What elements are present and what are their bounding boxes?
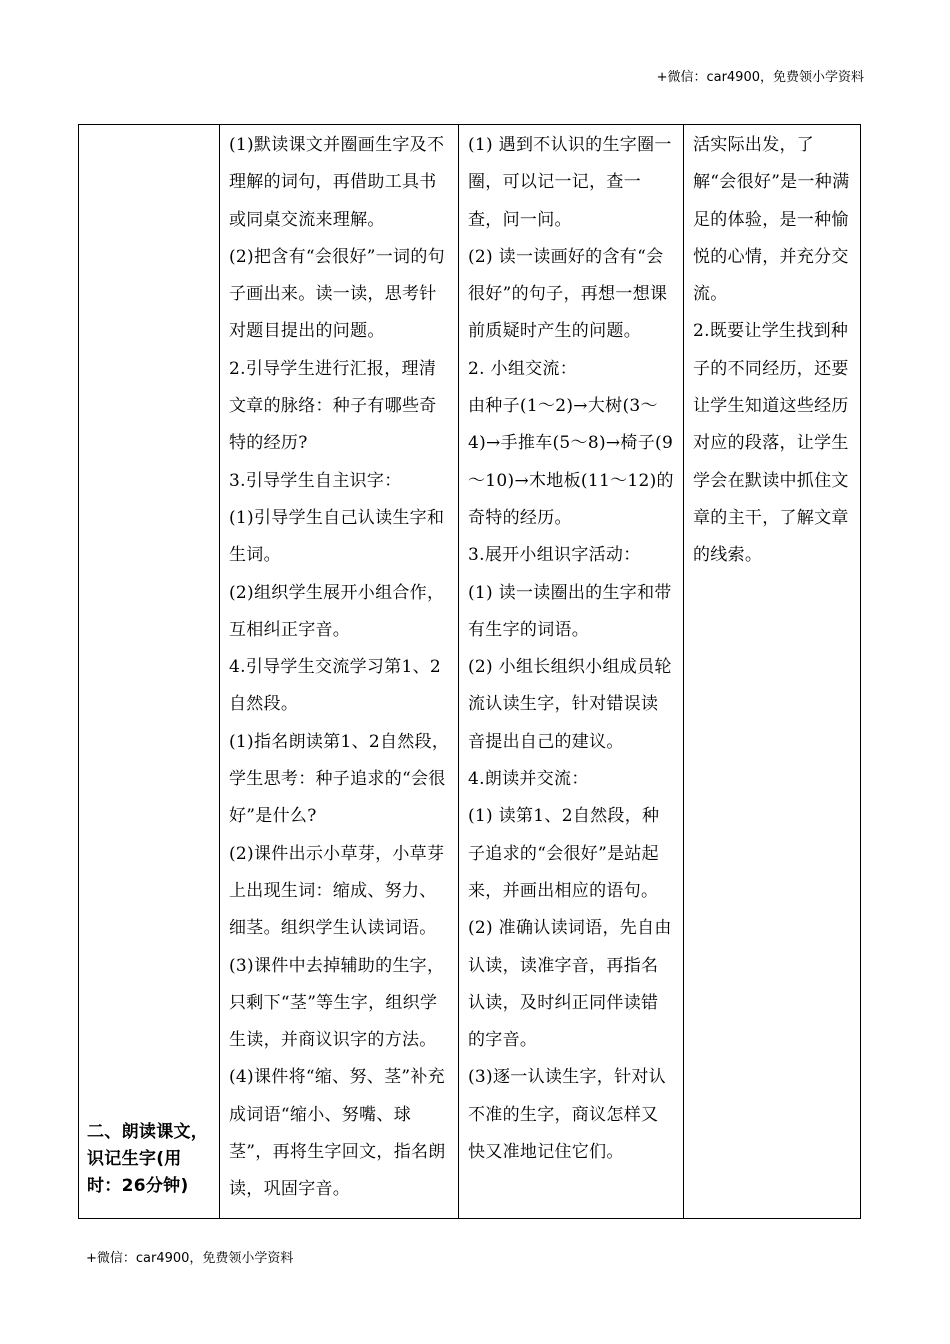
teacher-activity: (1)默读课文并圈画生字及不理解的词句，再借助工具书或同桌交流来理解。 [229,135,445,230]
section-cell [79,125,220,1219]
section-title: 二、朗读课文，识记生字(用时：26分钟) [87,1122,209,1196]
teacher-activity: 2.引导学生进行汇报，理清文章的脉络：种子有哪些奇特的经历? [229,358,437,454]
student-activity: 2. 小组交流： [468,358,578,379]
student-activity: (2) 小组长组织小组成员轮流认读生字，针对错误读音提出自己的建议。 [468,657,672,752]
teacher-activity: 4.引导学生交流学习第1、2自然段。 [229,657,442,715]
student-activity: (1) 遇到不认识的生字圈一圈，可以记一记，查一查，问一问。 [468,135,672,230]
footer-note: +微信：car4900，免费领小学资料 [86,1251,294,1266]
lesson-plan-table [78,124,861,1219]
student-activity: 3.展开小组识字活动： [468,545,641,566]
table-row [79,125,861,1219]
teacher-activity: 3.引导学生自主识字： [229,470,402,491]
header-note: +微信：car4900，免费领小学资料 [656,70,864,85]
student-activity: (2) 准确认读词语，先自由认读，读准字音，再指名认读，及时纠正同伴读错的字音。 [468,918,672,1051]
teacher-activity: (2)把含有“会很好”一词的句子画出来。读一读，思考针对题目提出的问题。 [229,246,445,342]
design-intent-cell [684,125,861,1219]
student-activity: (1) 读一读圈出的生字和带有生字的词语。 [468,582,672,640]
student-activities-cell [459,125,684,1219]
design-intent-text: 2.既要让学生找到种子的不同经历，还要让学生知道这些经历对应的段落，让学生学会在默读中抓住文章的主干，了解文章的线索。 [693,321,849,566]
student-activity: (2) 读一读画好的含有“会很好”的句子，再想一想课前质疑时产生的问题。 [468,246,668,342]
design-intent-text: 活实际出发，了解“会很好”是一种满足的体验，是一种愉悦的心情，并充分交流。 [693,135,850,305]
teacher-activity: (1)指名朗读第1、2自然段，学生思考：种子追求的“会很好”是什么? [229,731,450,827]
teacher-activity: (2)课件出示小草芽，小草芽上出现生词：缩成、努力、细茎。组织学生认读词语。(3)课件中去掉辅助的生字，只剩下“茎”等生字，组织学生读，并商议识字的方法。 [229,843,445,1051]
student-activity: (3)逐一认读生字，针对认不准的生字，商议怎样又快又准地记住它们。 [468,1067,666,1163]
student-activity: 4.朗读并交流： [468,769,589,790]
teacher-activities-cell [220,125,459,1219]
student-activity: (1) 读第1、2自然段，种子追求的“会很好”是站起来，并画出相应的语句。 [468,806,660,901]
teacher-activity: (4)课件将“缩、努、茎”补充成词语“缩小、努嘴、球茎”，再将生字回文，指名朗读，巩固字音。 [229,1067,446,1200]
teacher-activity: (2)组织学生展开小组合作，互相纠正字音。 [229,582,445,640]
teacher-activity: (1)引导学生自己认读生字和生词。 [229,507,445,566]
student-activity: 由种子(1～2)→大树(3～4)→手推车(5～8)→椅子(9～10)→木地板(11～12)的奇特的经历。 [468,396,674,528]
